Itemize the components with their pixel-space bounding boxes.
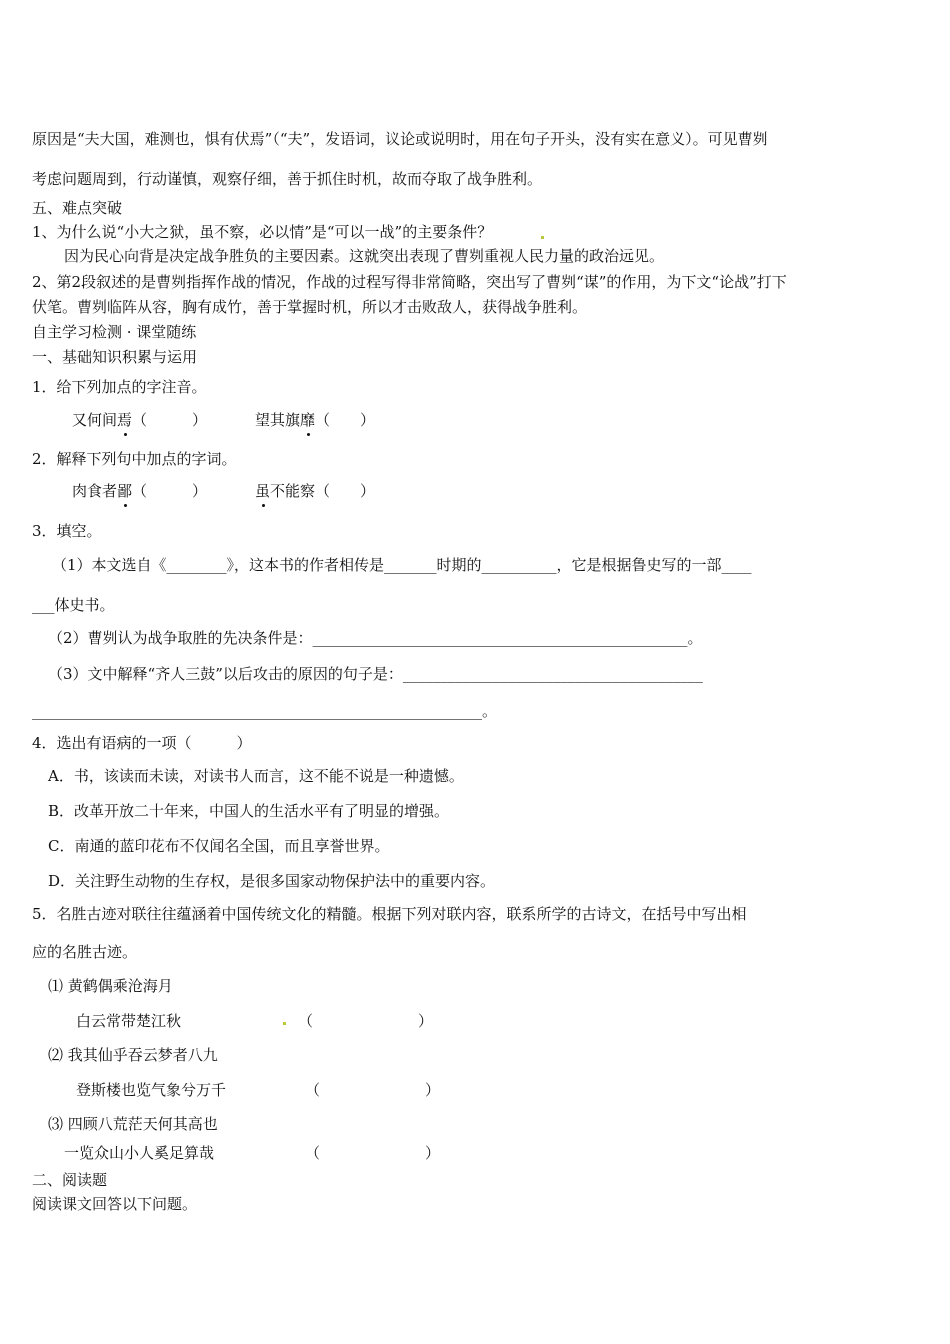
- section-heading: 二、阅读题: [32, 1171, 108, 1189]
- couplet-upper: [48, 976, 173, 996]
- option-b: B．改革开放二十年来，中国人的生活水平有了明显的增强。: [48, 802, 450, 820]
- answer-blank: （ ）: [315, 411, 376, 429]
- section-heading: 五、难点突破: [32, 199, 123, 217]
- instruction-line: 阅读课文回答以下问题。: [32, 1195, 198, 1213]
- question-line: 1、为什么说“小大之狱，虽不察，必以情”是“可以一战”的主要条件？: [32, 223, 493, 241]
- couplet-upper: [48, 1114, 218, 1134]
- pinyin-item: [72, 410, 207, 430]
- question-title: 2．解释下列句中加点的字词。: [32, 450, 237, 468]
- option-d: D．关注野生动物的生存权，是很多国家动物保护法中的重要内容。: [48, 872, 496, 890]
- couplet-lower: 登斯楼也览气象兮万千: [76, 1081, 227, 1099]
- question-line: 2、第2段叙述的是曹刿指挥作战的情况，作战的过程写得非常简略，突出写了曹刿“谋”的作用，为下文“论战”打下: [32, 273, 787, 291]
- pinyin-item: [255, 410, 375, 430]
- question-title: 5．名胜古迹对联往往蕴涵着中国传统文化的精髓。根据下列对联内容，联系所学的古诗文，在括号中写出相: [32, 905, 747, 923]
- item-text: 不能察（ ）: [270, 482, 376, 500]
- item-text: 肉食者: [72, 482, 118, 500]
- explain-item: [72, 481, 207, 501]
- item-text: 望其旗: [255, 411, 301, 429]
- dotted-char: 靡: [300, 411, 316, 429]
- paragraph-line: 原因是“夫大国，难测也，惧有伏焉”（“夫”，发语词，议论或说明时，用在句子开头，没有实在意义）。可见曹刿: [32, 130, 768, 148]
- section-heading: 一、基础知识积累与运用: [32, 348, 198, 366]
- question-title: 1．给下列加点的字注音。: [32, 378, 207, 396]
- couplet-number: ⑶: [48, 1115, 64, 1133]
- dotted-char: 焉: [117, 411, 133, 429]
- couplet-number: ⑴: [48, 977, 64, 995]
- question-title: 3．填空。: [32, 522, 102, 540]
- answer-blank: （ ）: [298, 1012, 434, 1030]
- fill-line: （1）本文选自《________》，这本书的作者相传是_______时期的__________，它是根据鲁史写的一部____: [52, 556, 752, 574]
- fill-line: ___体史书。: [32, 596, 115, 614]
- fill-line: ____________________________________________________________。: [32, 702, 498, 720]
- answer-blank: （ ）: [132, 411, 208, 429]
- answer-blank: （ ）: [305, 1081, 441, 1099]
- fill-line: （2）曹刿认为战争取胜的先决条件是：__________________________________________________。: [48, 629, 703, 647]
- scan-speck: [541, 236, 544, 239]
- dotted-char: 鄙: [117, 482, 133, 500]
- couplet-upper: [48, 1045, 218, 1065]
- paragraph-line: 考虑问题周到，行动谨慎，观察仔细，善于抓住时机，故而夺取了战争胜利。: [32, 170, 543, 188]
- couplet-lower: 一览众山小人奚足算哉: [64, 1144, 215, 1162]
- scan-speck: [283, 1022, 286, 1025]
- option-c: C．南通的蓝印花布不仅闻名全国，而且享誉世界。: [48, 837, 390, 855]
- couplet-lower: 白云常带楚江秋: [76, 1012, 182, 1030]
- couplet-text: 我其仙乎吞云梦者八九: [67, 1046, 218, 1064]
- explain-item: [255, 481, 375, 501]
- couplet-number: ⑵: [48, 1046, 64, 1064]
- option-a: A．书，该读而未读，对读书人而言，这不能不说是一种遗憾。: [48, 767, 464, 785]
- section-heading: 自主学习检测 · 课堂随练: [32, 323, 197, 341]
- question-title: 应的名胜古迹。: [32, 943, 138, 961]
- item-text: 又何间: [72, 411, 118, 429]
- fill-line: （3）文中解释“齐人三鼓”以后攻击的原因的句子是：________________________________________: [48, 665, 703, 683]
- question-title: 4．选出有语病的一项（ ）: [32, 734, 252, 752]
- answer-blank: （ ）: [132, 482, 208, 500]
- question-line: 伏笔。曹刿临阵从容，胸有成竹，善于掌握时机，所以才击败敌人，获得战争胜利。: [32, 298, 588, 316]
- couplet-text: 黄鹤偶乘沧海月: [67, 977, 173, 995]
- answer-line: 因为民心向背是决定战争胜负的主要因素。这就突出表现了曹刿重视人民力量的政治远见。: [64, 247, 665, 265]
- couplet-text: 四顾八荒茫天何其高也: [67, 1115, 218, 1133]
- dotted-char: 虽: [255, 482, 271, 500]
- answer-blank: （ ）: [305, 1144, 441, 1162]
